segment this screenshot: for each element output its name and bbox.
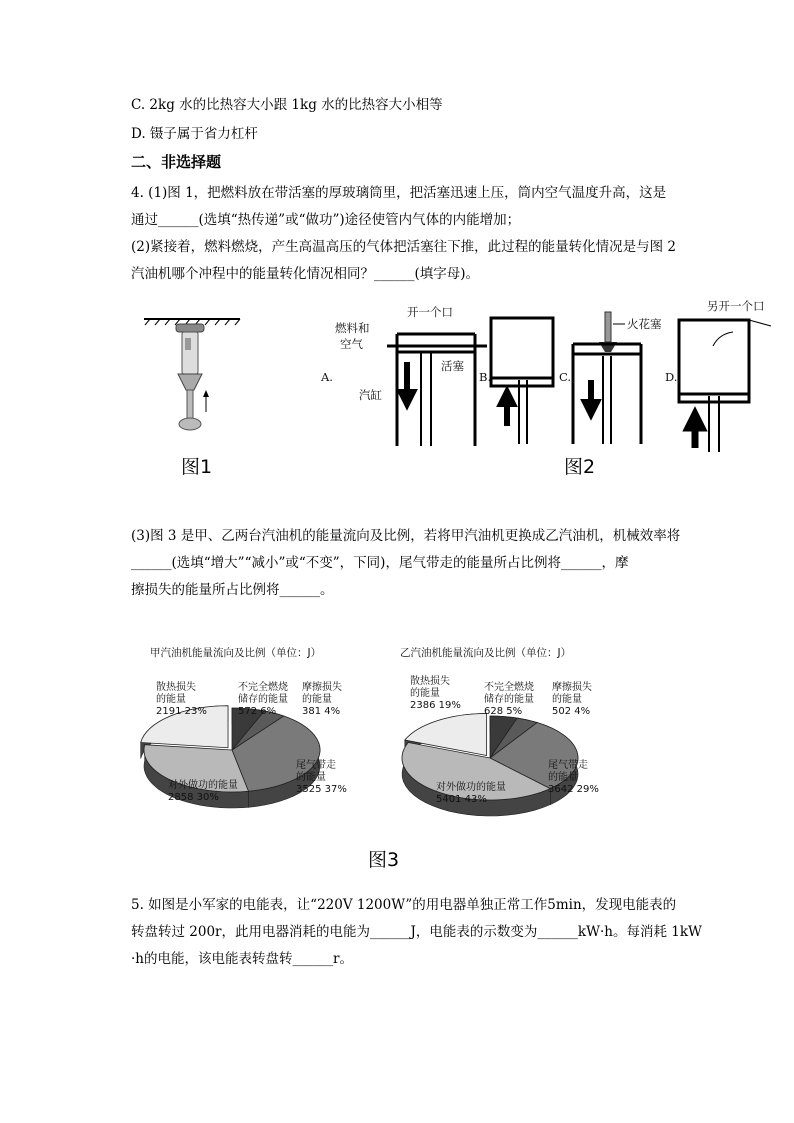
option-c: C. 2kg 水的比热容大小跟 1kg 水的比热容大小相等 [131,97,443,113]
chart-title: 乙汽油机能量流向及比例（单位：J） [400,647,572,659]
option-d-fig: D. [665,370,678,384]
section-title: 二、非选择题 [131,153,222,171]
slice-label: 不完全燃烧储存的能量 628 5% [484,682,534,717]
fig1-caption: 图1 [181,456,213,478]
label-spark: 火花塞 [627,317,662,331]
label-air: 空气 [340,337,363,351]
option-d: D. 镊子属于省力杠杆 [131,126,258,142]
fig3-pie-charts [140,640,640,840]
slice-label: 摩擦损失的能量 381 4% [302,682,342,717]
q4-line1: 4. (1)图 1，把燃料放在带活塞的厚玻璃筒里，把活塞迅速上压，筒内空气温度升高，这是 [131,185,667,201]
slice-label: 对外做功的能量 5401 43% [436,782,506,805]
label-another-opening: 另开一个口 [707,299,765,313]
slice-label: 不完全燃烧储存的能量 572 6% [238,682,288,717]
q5-line1: 5. 如图是小军家的电能表，让“220V 1200W”的用电器单独正常工作5min，发现电能表的 [131,897,677,913]
chart-title: 甲汽油机能量流向及比例（单位：J） [150,647,322,659]
slice-label: 散热损失的能量 2191 23% [156,682,207,717]
q5-line3: ·h的电能，该电能表转盘转______r。 [131,951,353,967]
q4-line6: ______(选填“增大”“减小”或“不变”，下同)，尾气带走的能量所占比例将______，摩 [131,555,629,571]
label-fuel: 燃料和 [335,321,370,335]
option-c-fig: C. [559,370,572,384]
label-piston: 活塞 [441,359,464,373]
fig2-strokes [315,296,791,456]
slice-label: 尾气带走的能量 3642 29% [548,760,599,795]
q4-line3: (2)紧接着，燃料燃烧，产生高温高压的气体把活塞往下推，此过程的能量转化情况是与图 2 [131,239,677,255]
fig1-syringe [140,310,250,440]
slice-label: 对外做功的能量 2858 30% [168,780,238,803]
slice-label: 摩擦损失的能量 502 4% [552,682,592,717]
option-a: A. [321,370,333,384]
q5-line2: 转盘转过 200r，此用电器消耗的电能为______J，电能表的示数变为______kW·h。每消耗 1kW [131,924,702,940]
option-b: B. [479,370,492,384]
q4-line4: 汽油机哪个冲程中的能量转化情况相同？______(填字母)。 [131,266,480,282]
label-opening: 开一个口 [407,305,453,319]
slice-label: 散热损失的能量 2386 19% [410,676,461,711]
q4-line2: 通过______(选填“热传递”或“做功”)途径使管内气体的内能增加； [131,212,521,228]
label-cylinder: 汽缸 [359,388,382,402]
slice-label: 尾气带走的能量 3525 37% [296,760,347,795]
fig2-caption: 图2 [564,456,596,478]
fig3-caption: 图3 [368,849,400,871]
q4-line7: 擦损失的能量所占比例将______。 [131,582,334,598]
q4-line5: (3)图 3 是甲、乙两台汽油机的能量流向及比例，若将甲汽油机更换成乙汽油机，机械效率将 [131,528,681,544]
